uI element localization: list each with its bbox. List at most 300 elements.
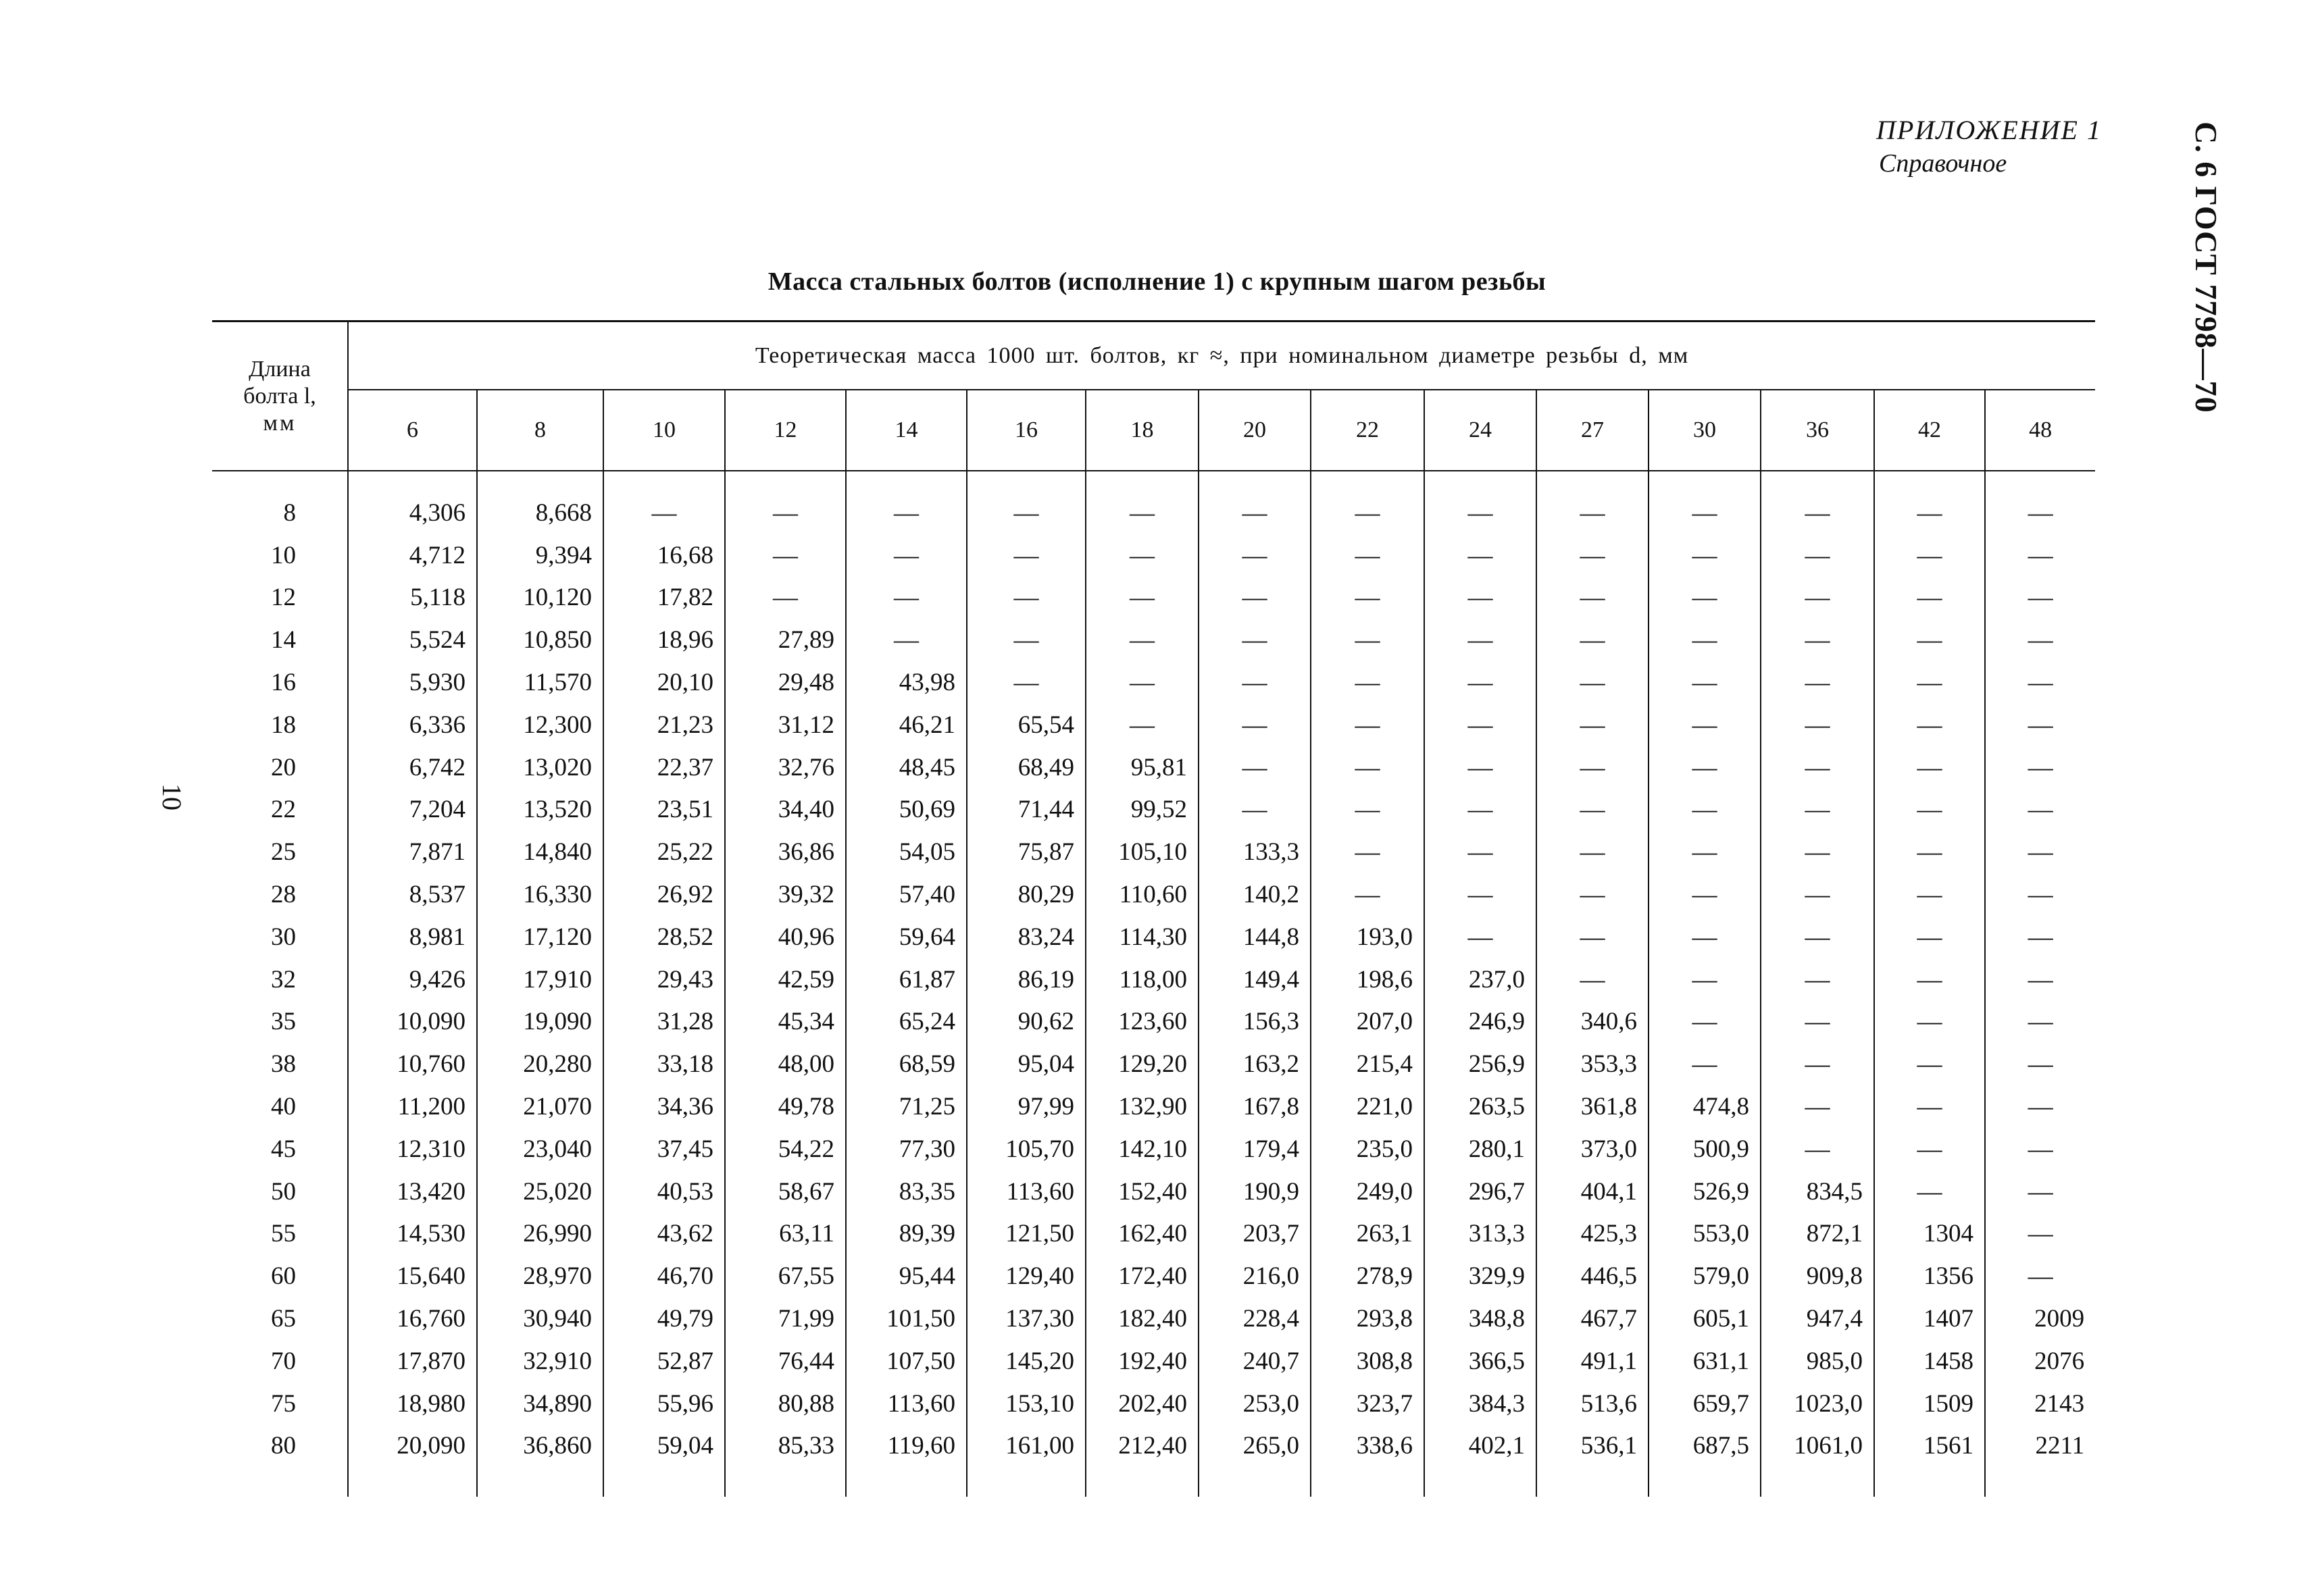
mass-cell: — xyxy=(1536,661,1649,704)
mass-cell: — xyxy=(1874,661,1985,704)
mass-cell: — xyxy=(1874,958,1985,1001)
mass-cell: 29,48 xyxy=(725,661,846,704)
mass-cell: 280,1 xyxy=(1424,1128,1536,1170)
mass-cell: — xyxy=(1649,577,1761,619)
mass-cell: 31,28 xyxy=(603,1001,725,1044)
mass-cell: — xyxy=(2028,753,2053,781)
mass-cell: 40,96 xyxy=(725,916,846,958)
mass-cell: — xyxy=(1311,704,1424,746)
mass-cell: 142,10 xyxy=(1086,1128,1199,1170)
mass-cell: 404,1 xyxy=(1536,1170,1649,1213)
mass-cell: 235,0 xyxy=(1311,1128,1424,1170)
diameter-header-42: 42 xyxy=(1874,390,1985,471)
length-cell: 32 xyxy=(212,958,348,1001)
mass-cell: 215,4 xyxy=(1311,1043,1424,1085)
page-number xyxy=(157,783,195,824)
mass-cell: 491,1 xyxy=(1536,1340,1649,1383)
appendix-subtitle: Справочное xyxy=(1879,149,2007,178)
mass-cell: 15,640 xyxy=(348,1255,477,1297)
mass-cell: 95,04 xyxy=(967,1043,1086,1085)
mass-cell: 28,970 xyxy=(477,1255,603,1297)
diameter-header-24: 24 xyxy=(1424,390,1536,471)
mass-cell: — xyxy=(1086,661,1199,704)
mass-cell: 1304 xyxy=(1874,1213,1985,1256)
mass-cell: 203,7 xyxy=(1199,1213,1311,1256)
table-row xyxy=(212,1255,2095,1297)
mass-cell: — xyxy=(725,492,846,534)
mass-cell: 90,62 xyxy=(967,1001,1086,1044)
mass-cell: — xyxy=(1649,492,1761,534)
mass-cell: 212,40 xyxy=(1086,1425,1199,1468)
diameter-header-27: 27 xyxy=(1536,390,1649,471)
mass-cell: 42,59 xyxy=(725,958,846,1001)
length-cell: 16 xyxy=(212,661,348,704)
mass-cell: — xyxy=(1199,746,1311,789)
mass-cell: 207,0 xyxy=(1311,1001,1424,1044)
mass-cell: — xyxy=(1874,534,1985,577)
mass-cell: 121,50 xyxy=(967,1213,1086,1256)
mass-cell: 65,24 xyxy=(846,1001,967,1044)
mass-cell: — xyxy=(1199,492,1311,534)
mass-cell: — xyxy=(1536,916,1649,958)
mass-cell: — xyxy=(1086,619,1199,661)
mass-cell: 163,2 xyxy=(1199,1043,1311,1085)
mass-cell: — xyxy=(1874,873,1985,916)
mass-cell: 67,55 xyxy=(725,1255,846,1297)
mass-cell: — xyxy=(1424,619,1536,661)
mass-cell: — xyxy=(1874,916,1985,958)
mass-cell: 237,0 xyxy=(1424,958,1536,1001)
mass-cell: — xyxy=(1874,619,1985,661)
mass-cell: 40,53 xyxy=(603,1170,725,1213)
length-header-line1: Длина xyxy=(249,357,311,382)
mass-cell: 198,6 xyxy=(1311,958,1424,1001)
mass-cell: 526,9 xyxy=(1649,1170,1761,1213)
mass-cell: — xyxy=(1536,577,1649,619)
mass-cell: — xyxy=(1311,492,1424,534)
mass-cell: 46,21 xyxy=(846,704,967,746)
table-row xyxy=(212,1340,2095,1383)
mass-cell: 20,280 xyxy=(477,1043,603,1085)
mass-cell: 13,420 xyxy=(348,1170,477,1213)
mass-cell: 43,62 xyxy=(603,1213,725,1256)
diameter-header-row xyxy=(212,390,2095,471)
mass-cell: 71,99 xyxy=(725,1297,846,1340)
mass-cell: 162,40 xyxy=(1086,1213,1199,1256)
mass-cell: — xyxy=(1424,492,1536,534)
length-cell: 75 xyxy=(212,1383,348,1425)
table-row xyxy=(212,1383,2095,1425)
mass-cell: 467,7 xyxy=(1536,1297,1649,1340)
mass-cell: 140,2 xyxy=(1199,873,1311,916)
mass-cell: 5,524 xyxy=(348,619,477,661)
mass-cell: 323,7 xyxy=(1311,1383,1424,1425)
mass-cell: 9,426 xyxy=(348,958,477,1001)
table-row xyxy=(212,746,2095,789)
mass-cell: — xyxy=(1874,1170,1985,1213)
mass-cell: 11,200 xyxy=(348,1085,477,1128)
mass-cell: — xyxy=(1536,534,1649,577)
mass-cell: — xyxy=(967,492,1086,534)
mass-cell: 17,870 xyxy=(348,1340,477,1383)
diameter-header-20: 20 xyxy=(1199,390,1311,471)
mass-cell: 338,6 xyxy=(1311,1425,1424,1468)
diameter-header-30: 30 xyxy=(1649,390,1761,471)
mass-cell: 161,00 xyxy=(967,1425,1086,1468)
standard-page-label xyxy=(2182,122,2223,413)
mass-cell: 16,760 xyxy=(348,1297,477,1340)
mass-cell: 249,0 xyxy=(1311,1170,1424,1213)
mass-cell: 29,43 xyxy=(603,958,725,1001)
mass-cell: — xyxy=(1649,873,1761,916)
mass-cell: — xyxy=(2028,838,2053,867)
mass-cell: 113,60 xyxy=(967,1170,1086,1213)
mass-cell: 21,23 xyxy=(603,704,725,746)
mass-cell: — xyxy=(2028,1135,2053,1163)
mass-cell: — xyxy=(1536,619,1649,661)
mass-cell: — xyxy=(725,534,846,577)
mass-cell: — xyxy=(1874,577,1985,619)
mass-cell: 4,306 xyxy=(348,492,477,534)
mass-cell: — xyxy=(2028,669,2053,697)
mass-cell: 97,99 xyxy=(967,1085,1086,1128)
mass-cell: 59,04 xyxy=(603,1425,725,1468)
mass-cell: 129,20 xyxy=(1086,1043,1199,1085)
mass-cell: — xyxy=(1649,619,1761,661)
mass-cell: — xyxy=(2028,1093,2053,1121)
mass-cell: 132,90 xyxy=(1086,1085,1199,1128)
mass-cell: 20,10 xyxy=(603,661,725,704)
table-row xyxy=(212,661,2095,704)
mass-cell: 513,6 xyxy=(1536,1383,1649,1425)
mass-cell: 8,537 xyxy=(348,873,477,916)
mass-cell: — xyxy=(1761,1043,1874,1085)
length-cell: 18 xyxy=(212,704,348,746)
mass-cell: — xyxy=(1649,831,1761,873)
mass-cell: 10,090 xyxy=(348,1001,477,1044)
length-cell: 14 xyxy=(212,619,348,661)
mass-cell: 16,330 xyxy=(477,873,603,916)
length-cell: 80 xyxy=(212,1425,348,1468)
mass-cell: — xyxy=(1086,534,1199,577)
length-cell: 10 xyxy=(212,534,348,577)
mass-cell: — xyxy=(1761,1128,1874,1170)
diameter-header-48: 48 xyxy=(1985,390,2095,471)
mass-cell: — xyxy=(2028,584,2053,612)
mass-cell: — xyxy=(1311,534,1424,577)
mass-cell: 101,50 xyxy=(846,1297,967,1340)
mass-cell: 384,3 xyxy=(1424,1383,1536,1425)
mass-cell: 446,5 xyxy=(1536,1255,1649,1297)
mass-cell: — xyxy=(1424,916,1536,958)
mass-cell: — xyxy=(1311,619,1424,661)
mass-cell: — xyxy=(1086,577,1199,619)
mass-cell: 7,204 xyxy=(348,789,477,831)
mass-cell: 123,60 xyxy=(1086,1001,1199,1044)
mass-cell: 30,940 xyxy=(477,1297,603,1340)
mass-cell: — xyxy=(1874,1043,1985,1085)
mass-cell: 26,990 xyxy=(477,1213,603,1256)
mass-cell: 26,92 xyxy=(603,873,725,916)
diameter-header-22: 22 xyxy=(1311,390,1424,471)
mass-cell: — xyxy=(1311,661,1424,704)
mass-cell: 54,05 xyxy=(846,831,967,873)
mass-cell: 6,742 xyxy=(348,746,477,789)
mass-cell: 253,0 xyxy=(1199,1383,1311,1425)
mass-cell: — xyxy=(1424,831,1536,873)
mass-cell: 34,40 xyxy=(725,789,846,831)
mass-cell: 49,79 xyxy=(603,1297,725,1340)
mass-cell: 631,1 xyxy=(1649,1340,1761,1383)
mass-cell: — xyxy=(1761,746,1874,789)
mass-cell: — xyxy=(1761,1001,1874,1044)
mass-cell: 293,8 xyxy=(1311,1297,1424,1340)
mass-cell: — xyxy=(967,577,1086,619)
length-cell: 25 xyxy=(212,831,348,873)
mass-cell: 190,9 xyxy=(1199,1170,1311,1213)
mass-cell: — xyxy=(1761,916,1874,958)
mass-cell: — xyxy=(1199,619,1311,661)
table-row xyxy=(212,1043,2095,1085)
mass-cell: — xyxy=(1874,1001,1985,1044)
mass-cell: 18,96 xyxy=(603,619,725,661)
mass-cell: — xyxy=(1199,704,1311,746)
mass-cell: 18,980 xyxy=(348,1383,477,1425)
mass-cell: 68,49 xyxy=(967,746,1086,789)
mass-cell: — xyxy=(1761,704,1874,746)
mass-cell: 110,60 xyxy=(1086,873,1199,916)
mass-cell: 23,040 xyxy=(477,1128,603,1170)
mass-cell: — xyxy=(2028,1220,2053,1248)
mass-cell: — xyxy=(1311,789,1424,831)
mass-cell: — xyxy=(2028,498,2053,527)
mass-cell: — xyxy=(2028,541,2053,569)
mass-cell: 12,300 xyxy=(477,704,603,746)
mass-cell: 23,51 xyxy=(603,789,725,831)
table-row xyxy=(212,1128,2095,1170)
mass-cell: 50,69 xyxy=(846,789,967,831)
mass-cell: 474,8 xyxy=(1649,1085,1761,1128)
mass-cell: — xyxy=(1311,746,1424,789)
mass-cell: — xyxy=(2028,965,2053,994)
mass-cell: 13,520 xyxy=(477,789,603,831)
mass-cell: 1061,0 xyxy=(1761,1425,1874,1468)
table-row xyxy=(212,577,2095,619)
mass-cell: 2076 xyxy=(2034,1347,2085,1375)
appendix-title: ПРИЛОЖЕНИЕ 1 xyxy=(1876,115,2102,145)
mass-cell: 28,52 xyxy=(603,916,725,958)
mass-cell: 1509 xyxy=(1874,1383,1985,1425)
mass-cell: 119,60 xyxy=(846,1425,967,1468)
table-row xyxy=(212,873,2095,916)
mass-cell: — xyxy=(1874,704,1985,746)
mass-cell: — xyxy=(1761,661,1874,704)
mass-cell: — xyxy=(846,619,967,661)
diameter-header-12: 12 xyxy=(725,390,846,471)
mass-cell: 13,020 xyxy=(477,746,603,789)
length-cell: 55 xyxy=(212,1213,348,1256)
mass-cell: 77,30 xyxy=(846,1128,967,1170)
mass-cell: — xyxy=(1874,1085,1985,1128)
mass-cell: 263,1 xyxy=(1311,1213,1424,1256)
mass-cell: 2211 xyxy=(2035,1432,2085,1460)
mass-cell: 34,890 xyxy=(477,1383,603,1425)
mass-cell: 118,00 xyxy=(1086,958,1199,1001)
length-cell: 50 xyxy=(212,1170,348,1213)
mass-cell: 7,871 xyxy=(348,831,477,873)
mass-cell: 80,29 xyxy=(967,873,1086,916)
diameter-header-16: 16 xyxy=(967,390,1086,471)
mass-cell: 500,9 xyxy=(1649,1128,1761,1170)
mass-cell: 43,98 xyxy=(846,661,967,704)
mass-cell: 75,87 xyxy=(967,831,1086,873)
mass-cell: — xyxy=(1199,661,1311,704)
diameter-header-18: 18 xyxy=(1086,390,1199,471)
mass-cell: 8,668 xyxy=(477,492,603,534)
mass-cell: 21,070 xyxy=(477,1085,603,1128)
mass-cell: — xyxy=(1761,492,1874,534)
diameter-header-8: 8 xyxy=(477,390,603,471)
mass-cell: 9,394 xyxy=(477,534,603,577)
table-body xyxy=(212,471,2095,1497)
length-cell: 12 xyxy=(212,577,348,619)
mass-cell: 89,39 xyxy=(846,1213,967,1256)
mass-cell: 59,64 xyxy=(846,916,967,958)
mass-cell: 12,310 xyxy=(348,1128,477,1170)
appendix-header xyxy=(1876,113,2102,180)
mass-cell: 86,19 xyxy=(967,958,1086,1001)
mass-cell: — xyxy=(1649,958,1761,1001)
mass-cell: — xyxy=(2028,626,2053,654)
mass-cell: 36,860 xyxy=(477,1425,603,1468)
mass-cell: — xyxy=(1536,958,1649,1001)
mass-cell: 1407 xyxy=(1874,1297,1985,1340)
table-row xyxy=(212,1085,2095,1128)
mass-cell: 353,3 xyxy=(1536,1043,1649,1085)
mass-cell: — xyxy=(2028,1008,2053,1036)
mass-cell: 105,10 xyxy=(1086,831,1199,873)
mass-column-group-header: Теоретическая масса 1000 шт. болтов, кг ≈, при номинальном диаметре резьбы d, мм xyxy=(348,321,2095,390)
mass-cell: 246,9 xyxy=(1424,1001,1536,1044)
mass-cell: 605,1 xyxy=(1649,1297,1761,1340)
table-row xyxy=(212,958,2095,1001)
mass-cell: 1023,0 xyxy=(1761,1383,1874,1425)
table-row xyxy=(212,534,2095,577)
mass-cell: 71,44 xyxy=(967,789,1086,831)
length-cell: 65 xyxy=(212,1297,348,1340)
diameter-header-36: 36 xyxy=(1761,390,1874,471)
mass-cell: 947,4 xyxy=(1761,1297,1874,1340)
mass-cell: — xyxy=(2028,923,2053,951)
mass-cell: 149,4 xyxy=(1199,958,1311,1001)
mass-cell: 373,0 xyxy=(1536,1128,1649,1170)
mass-cell: 25,22 xyxy=(603,831,725,873)
mass-cell: 313,3 xyxy=(1424,1213,1536,1256)
mass-cell: 48,45 xyxy=(846,746,967,789)
mass-cell: — xyxy=(1424,873,1536,916)
mass-cell: 152,40 xyxy=(1086,1170,1199,1213)
mass-cell: 340,6 xyxy=(1536,1001,1649,1044)
bolt-mass-table xyxy=(212,320,2095,1497)
mass-cell: 85,33 xyxy=(725,1425,846,1468)
mass-cell: 33,18 xyxy=(603,1043,725,1085)
table-title: Масса стальных болтов (исполнение 1) с крупным шагом резьбы xyxy=(768,267,1546,296)
mass-cell: 329,9 xyxy=(1424,1255,1536,1297)
mass-cell: 909,8 xyxy=(1761,1255,1874,1297)
mass-cell: — xyxy=(967,534,1086,577)
mass-cell: — xyxy=(846,492,967,534)
mass-cell: — xyxy=(1761,534,1874,577)
mass-cell: 153,10 xyxy=(967,1383,1086,1425)
mass-cell: — xyxy=(846,577,967,619)
mass-cell: 2143 xyxy=(2034,1389,2085,1418)
mass-cell: 8,981 xyxy=(348,916,477,958)
mass-cell: — xyxy=(1761,873,1874,916)
mass-cell: 95,81 xyxy=(1086,746,1199,789)
mass-cell: — xyxy=(967,619,1086,661)
mass-cell: — xyxy=(725,577,846,619)
mass-cell: 76,44 xyxy=(725,1340,846,1383)
length-cell: 40 xyxy=(212,1085,348,1128)
table-row xyxy=(212,619,2095,661)
mass-cell: 536,1 xyxy=(1536,1425,1649,1468)
mass-cell: 2009 xyxy=(2034,1305,2085,1333)
mass-cell: 107,50 xyxy=(846,1340,967,1383)
mass-cell: — xyxy=(1424,661,1536,704)
mass-cell: 296,7 xyxy=(1424,1170,1536,1213)
mass-cell: 182,40 xyxy=(1086,1297,1199,1340)
mass-cell: — xyxy=(1086,492,1199,534)
mass-cell: — xyxy=(1649,789,1761,831)
mass-cell: 17,910 xyxy=(477,958,603,1001)
mass-cell: 687,5 xyxy=(1649,1425,1761,1468)
length-cell: 28 xyxy=(212,873,348,916)
mass-cell: 25,020 xyxy=(477,1170,603,1213)
mass-cell: 37,45 xyxy=(603,1128,725,1170)
mass-cell: 579,0 xyxy=(1649,1255,1761,1297)
length-cell: 22 xyxy=(212,789,348,831)
mass-cell: — xyxy=(1199,577,1311,619)
mass-cell: — xyxy=(1199,534,1311,577)
mass-cell: — xyxy=(1311,873,1424,916)
mass-cell: 834,5 xyxy=(1761,1170,1874,1213)
mass-cell: — xyxy=(1536,492,1649,534)
mass-cell: — xyxy=(1536,873,1649,916)
mass-cell: — xyxy=(2028,1262,2053,1291)
mass-cell: 145,20 xyxy=(967,1340,1086,1383)
mass-cell: — xyxy=(1649,534,1761,577)
mass-cell: — xyxy=(1424,704,1536,746)
mass-cell: 659,7 xyxy=(1649,1383,1761,1425)
length-header-unit: мм xyxy=(263,411,297,436)
table-row xyxy=(212,789,2095,831)
mass-cell: — xyxy=(1761,831,1874,873)
mass-cell: 5,118 xyxy=(348,577,477,619)
mass-cell: 202,40 xyxy=(1086,1383,1199,1425)
mass-cell: 49,78 xyxy=(725,1085,846,1128)
mass-cell: 1561 xyxy=(1874,1425,1985,1468)
mass-cell: 105,70 xyxy=(967,1128,1086,1170)
mass-cell: 240,7 xyxy=(1199,1340,1311,1383)
mass-cell: 872,1 xyxy=(1761,1213,1874,1256)
table-row xyxy=(212,492,2095,534)
table-row xyxy=(212,1297,2095,1340)
mass-cell: 1356 xyxy=(1874,1255,1985,1297)
mass-cell: 129,40 xyxy=(967,1255,1086,1297)
mass-cell: 137,30 xyxy=(967,1297,1086,1340)
mass-cell: 32,910 xyxy=(477,1340,603,1383)
mass-cell: — xyxy=(2028,881,2053,909)
